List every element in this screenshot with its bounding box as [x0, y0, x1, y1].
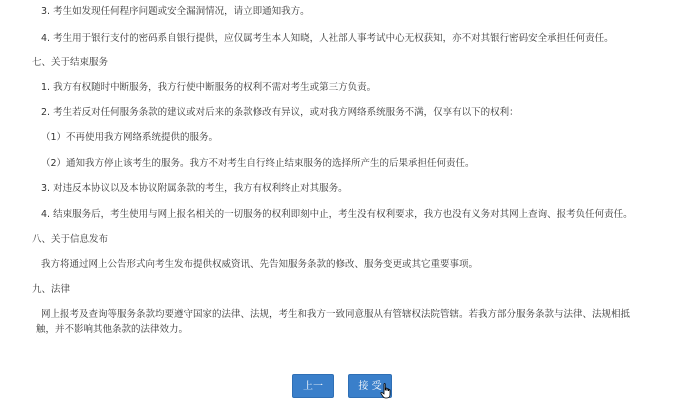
agreement-line: 4. 结束服务后，考生使用与网上报名相关的一切服务的权利即刻中止，考生没有权利要求，我方也没有义务对其网上查询、报考负任何责任。	[41, 209, 633, 220]
button-bar	[0, 374, 700, 414]
agreement-line: （1）不再使用我方网络系统提供的服务。	[41, 132, 219, 143]
agreement-line: 3. 考生如发现任何程序问题或安全漏洞情况，请立即通知我方。	[41, 6, 310, 17]
agreement-line: 4. 考生用于银行支付的密码系自银行提供，应仅属考生本人知晓，人社部人事考试中心无权获知，亦不对其银行密码安全承担任何责任。	[41, 33, 614, 44]
section-title-end-service: 七、关于结束服务	[32, 57, 109, 68]
section-title-info-release: 八、关于信息发布	[32, 234, 109, 245]
hand-cursor-icon	[380, 383, 392, 399]
previous-step-button[interactable]: 上一步	[292, 374, 334, 398]
agreement-line: 1. 我方有权随时中断服务，我方行使中断服务的权利不需对考生或第三方负责。	[41, 82, 377, 93]
agreement-paragraph: 网上报考及查询等服务条款均要遵守国家的法律、法规，考生和我方一致同意服从有管辖权法院管辖。若我方部分服务条款与法律、法规相抵	[41, 309, 631, 320]
agreement-paragraph-cont: 触，并不影响其他条款的法律效力。	[36, 324, 189, 335]
accept-button[interactable]: 接 受	[348, 374, 392, 398]
agreement-line: 2. 考生若反对任何服务条款的建议或对后来的条款修改有异议，或对我方网络系统服务不满，仅享有以下的权利：	[41, 107, 519, 118]
section-title-law: 九、法律	[32, 284, 71, 295]
agreement-paragraph: 我方将通过网上公告形式向考生发布提供权威资讯、先告知服务条款的修改、服务变更或其它重要事项。	[41, 259, 479, 270]
agreement-line: 3. 对违反本协议以及本协议附属条款的考生，我方有权利终止对其服务。	[41, 183, 348, 194]
agreement-line: （2）通知我方停止该考生的服务。我方不对考生自行终止结束服务的选择所产生的后果承担任何责任。	[41, 158, 475, 169]
